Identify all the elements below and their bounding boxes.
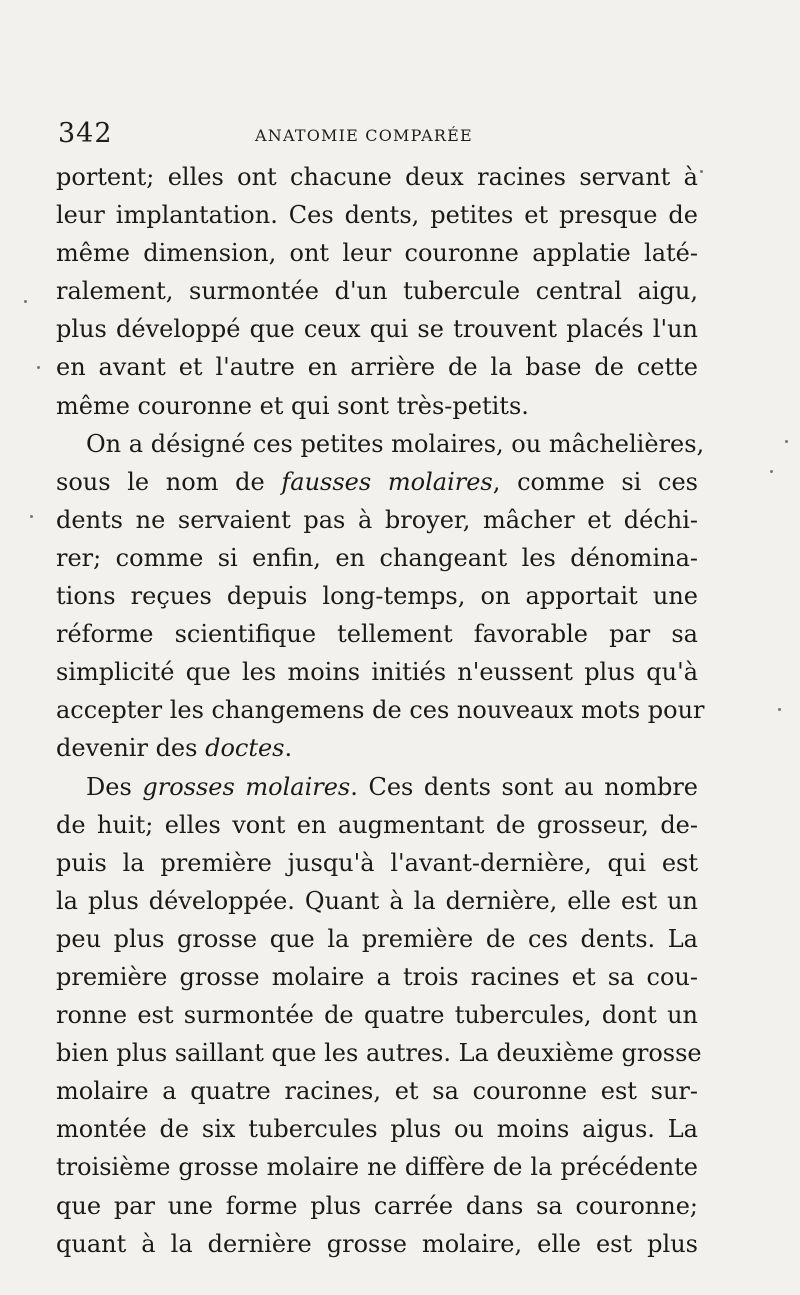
text-line: même couronne et qui sont très-petits. [56,391,529,420]
body-text [56,158,705,1263]
paper-speck [700,170,703,173]
paragraph-3 [56,768,702,1263]
text-line: simplicité que les moins initiés n'eussent plus qu'à [56,658,698,687]
text-line: même dimension, ont leur couronne applatie laté- [56,239,698,268]
paper-speck [778,708,781,711]
text-line: accepter les changemens de ces nouveaux mots pour [56,696,705,725]
text-run: devenir des [56,734,206,763]
text-line: ralement, surmontée d'un tubercule central aigu, [56,277,698,306]
paragraph-2 [56,425,705,768]
text-line: molaire a quatre racines, et sa couronne est sur- [56,1077,698,1106]
text-run: . Ces dents sont au nombre [350,772,699,801]
italic-term: doctes [205,734,285,763]
text-line: leur implantation. Ces dents, petites et presque de [56,201,698,230]
text-line: quant à la dernière grosse molaire, elle est plus [56,1229,698,1258]
text-line [56,729,698,767]
text-line: dents ne servaient pas à broyer, mâcher et déchi- [56,505,698,534]
page-number: 342 [58,118,113,149]
paper-speck [37,366,40,369]
text-line: tions reçues depuis long-temps, on apportait une [56,582,698,611]
text-line: que par une forme plus carrée dans sa couronne; [56,1191,698,1220]
text-line: bien plus saillant que les autres. La deuxième grosse [56,1039,702,1068]
text-line [56,768,698,806]
italic-term: grosses molaires [142,772,351,801]
text-run: , comme si ces [492,467,698,496]
paper-speck [30,515,33,518]
running-title: ANATOMIE COMPARÉE [255,126,473,145]
text-line: peu plus grosse que la première de ces dents. La [56,924,698,953]
text-line: réforme scientifique tellement favorable par sa [56,620,698,649]
text-line: en avant et l'autre en arrière de la base de cette [56,353,698,382]
text-line: montée de six tubercules plus ou moins aigus. La [56,1115,698,1144]
text-line: plus développé que ceux qui se trouvent placés l'un [56,315,698,344]
text-run: . [284,734,293,763]
text-line: ronne est surmontée de quatre tubercules, dont un [56,1001,698,1030]
text-line: de huit; elles vont en augmentant de grosseur, de- [56,810,698,839]
paper-speck [770,470,773,473]
paper-speck [785,440,788,443]
text-run: Des [86,772,143,801]
italic-term: fausses molaires [281,467,493,496]
text-line: On a désigné ces petites molaires, ou mâchelières, [86,429,705,458]
text-line: première grosse molaire a trois racines et sa cou- [56,962,698,991]
running-head [58,118,698,158]
text-line: troisième grosse molaire ne diffère de la précédente [56,1153,698,1182]
text-line: rer; comme si enfin, en changeant les dénomina- [56,543,698,572]
paper-speck [24,300,27,303]
text-line: portent; elles ont chacune deux racines servant à [56,163,698,191]
paragraph-1 [56,158,698,425]
text-line: puis la première jusqu'à l'avant-dernière, qui est [56,848,698,877]
text-line: la plus développée. Quant à la dernière, elle est un [56,886,698,915]
text-run: sous le nom de [56,467,282,496]
text-line [56,463,698,501]
